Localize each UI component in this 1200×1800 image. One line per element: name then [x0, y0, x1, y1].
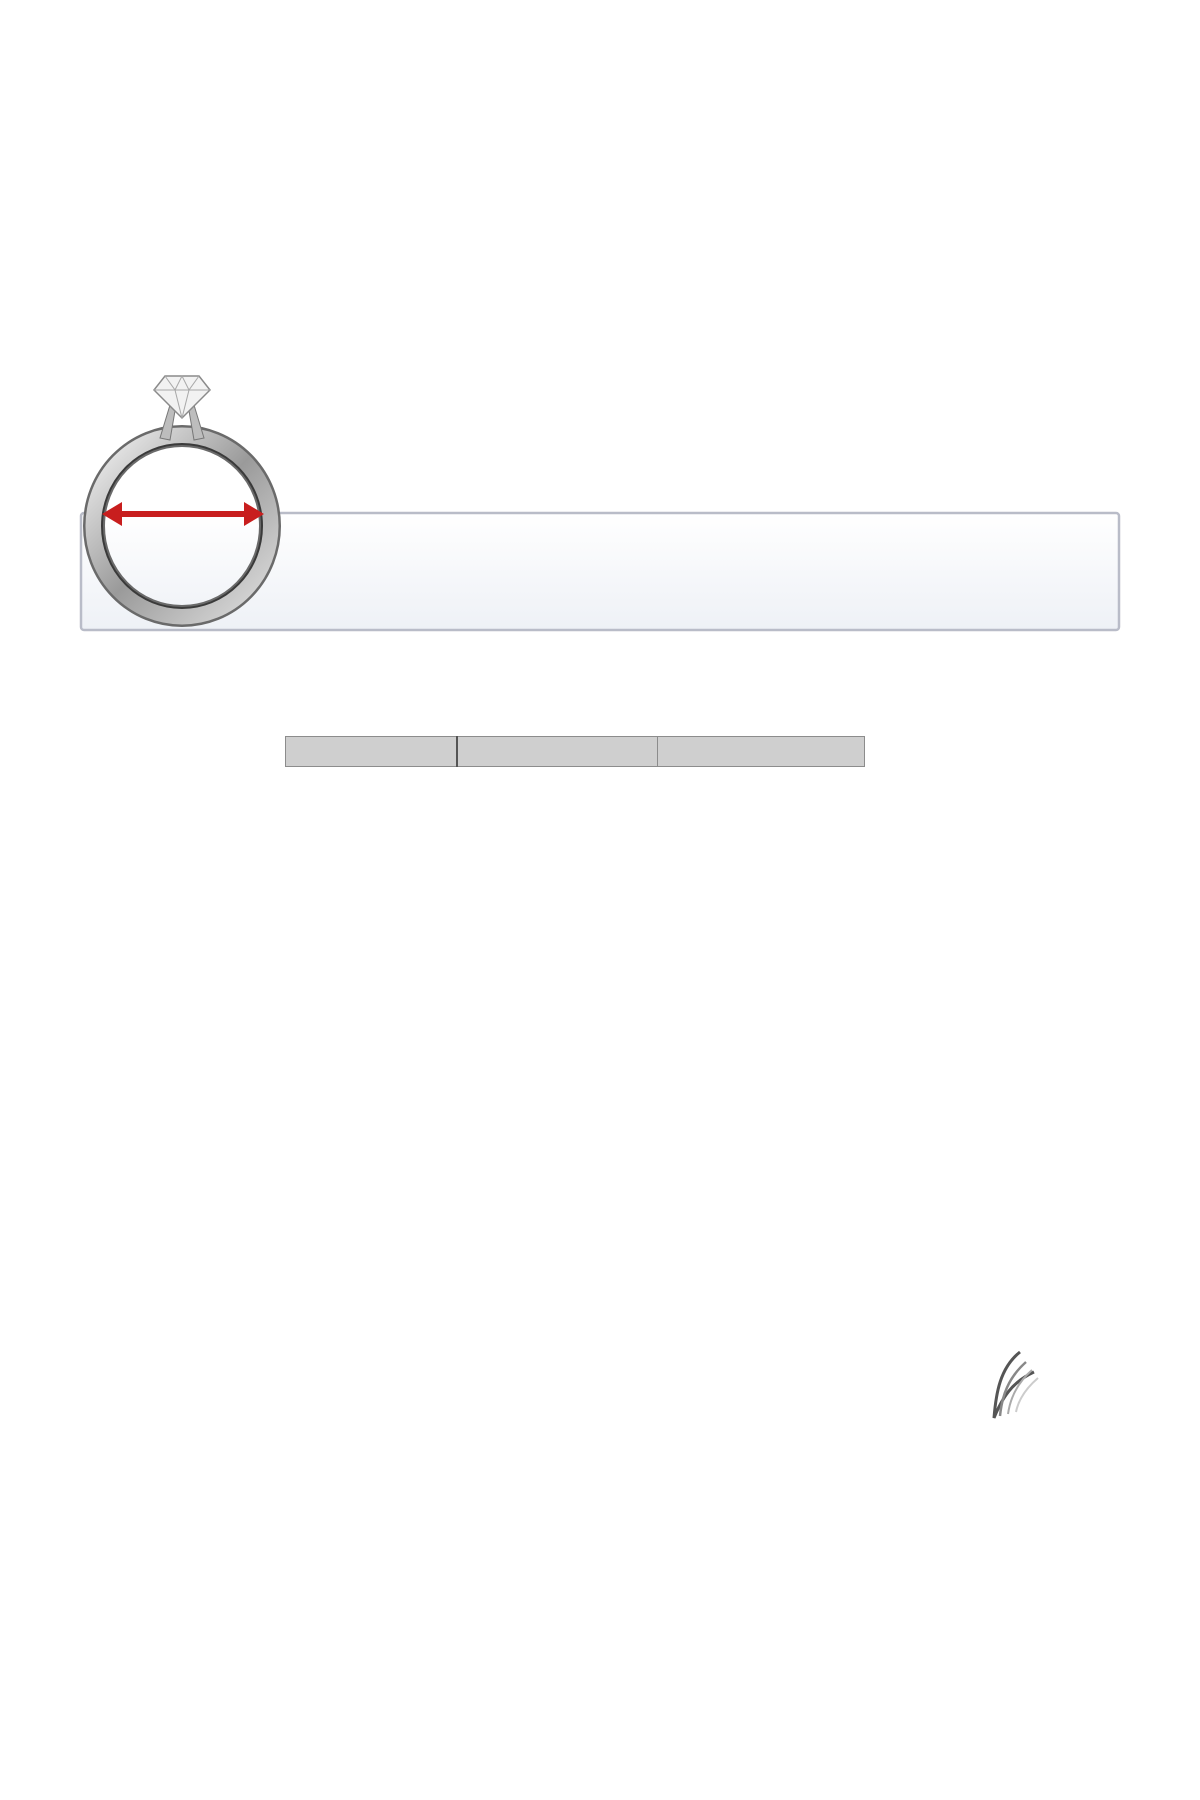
diamond-icon [154, 376, 210, 418]
ruler-illustration [0, 0, 1200, 680]
table-header-row [286, 737, 865, 767]
brand-logo [990, 1338, 1130, 1428]
header-size [286, 737, 457, 767]
ruler-body [81, 513, 1119, 630]
header-circumference [457, 737, 658, 767]
feather-icon [990, 1338, 1050, 1428]
ring-size-table [285, 736, 865, 767]
header-diameter [658, 737, 865, 767]
